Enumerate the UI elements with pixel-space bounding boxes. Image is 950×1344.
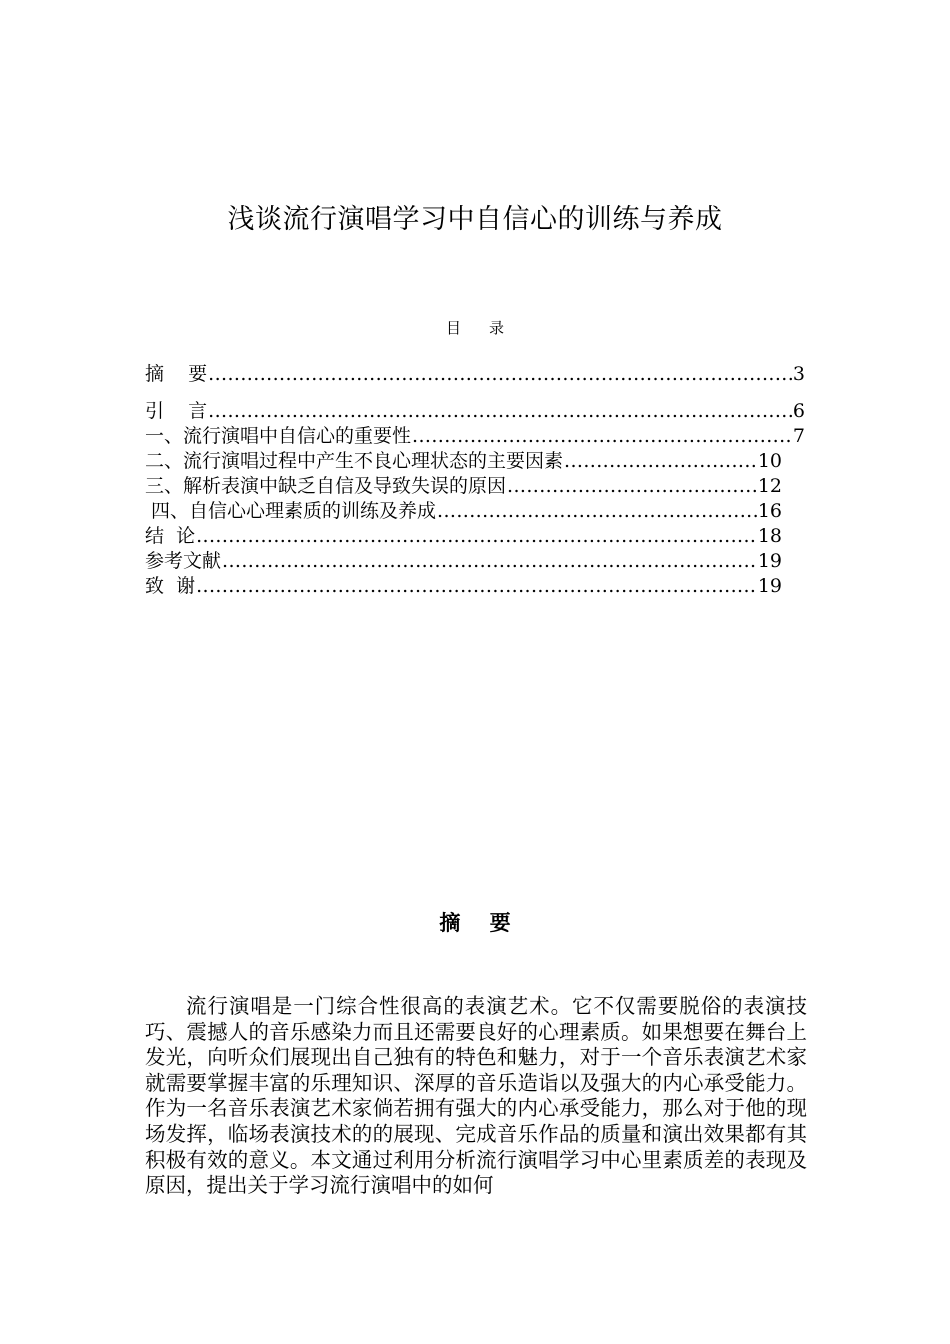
- toc-entry-chapter-1[interactable]: [145, 424, 805, 449]
- toc-entry-page: 10: [757, 450, 782, 472]
- toc-dot-leader: [564, 449, 757, 474]
- toc-dot-leader: [507, 474, 757, 499]
- toc-entry-page: 18: [757, 525, 782, 547]
- abstract-paragraph: 流行演唱是一门综合性很高的表演艺术。它不仅需要脱俗的表演技巧、震撼人的音乐感染力而且还需要良好的心理素质。如果想要在舞台上发光，向听众们展现出自己独有的特色和魅力，对于一个音乐表演艺术家就需要掌握丰富的乐理知识、深厚的音乐造诣以及强大的内心承受能力。作为一名音乐表演艺术家倘若拥有强大的内心承受能力，那么对于他的现场发挥，临场表演技术的的展现、完成音乐作品的质量和演出效果都有其积极有效的意义。本文通过利用分析流行演唱学习中心里素质差的表现及原因，提出关于学习流行演唱中的如何: [145, 994, 807, 1198]
- toc-entry-page: 6: [792, 400, 805, 422]
- toc-entry-abstract[interactable]: [145, 362, 805, 387]
- toc-entry-label: 四、自信心心理素质的训练及养成: [145, 500, 437, 522]
- toc-dot-leader: [222, 549, 757, 574]
- toc-dot-leader: [208, 362, 792, 387]
- toc-dot-leader: [412, 424, 792, 449]
- toc-entry-chapter-4[interactable]: [145, 499, 782, 524]
- toc-entry-label: 摘 要: [145, 363, 208, 385]
- abstract-heading: 摘 要: [439, 910, 511, 935]
- toc-entry-label: 参考文献: [145, 550, 222, 572]
- document-title: 浅谈流行演唱学习中自信心的训练与养成: [227, 204, 723, 235]
- toc-entry-conclusion[interactable]: [145, 524, 782, 549]
- toc-entry-label: 一、流行演唱中自信心的重要性: [145, 425, 412, 447]
- toc-entry-page: 12: [757, 475, 782, 497]
- toc-dot-leader: [196, 574, 757, 599]
- toc-dot-leader: [208, 399, 792, 424]
- toc-entry-chapter-2[interactable]: [145, 449, 782, 474]
- toc-entry-label: 引 言: [145, 400, 208, 422]
- toc-entry-references[interactable]: [145, 549, 782, 574]
- toc-entry-page: 3: [792, 363, 805, 385]
- toc-entry-page: 19: [757, 575, 782, 597]
- toc-entry-page: 7: [792, 425, 805, 447]
- toc-entry-page: 19: [757, 550, 782, 572]
- toc-dot-leader: [437, 499, 757, 524]
- toc-entry-introduction[interactable]: [145, 399, 805, 424]
- table-of-contents: [145, 362, 805, 599]
- toc-entry-label: 三、解析表演中缺乏自信及导致失误的原因: [145, 475, 507, 497]
- toc-heading: 目录: [445, 319, 532, 337]
- toc-entry-chapter-3[interactable]: [145, 474, 782, 499]
- toc-entry-label: 致 谢: [145, 575, 196, 597]
- toc-entry-acknowledgements[interactable]: [145, 574, 782, 599]
- toc-entry-page: 16: [757, 500, 782, 522]
- toc-dot-leader: [196, 524, 757, 549]
- toc-entry-label: 结 论: [145, 525, 196, 547]
- toc-entry-label: 二、流行演唱过程中产生不良心理状态的主要因素: [145, 450, 564, 472]
